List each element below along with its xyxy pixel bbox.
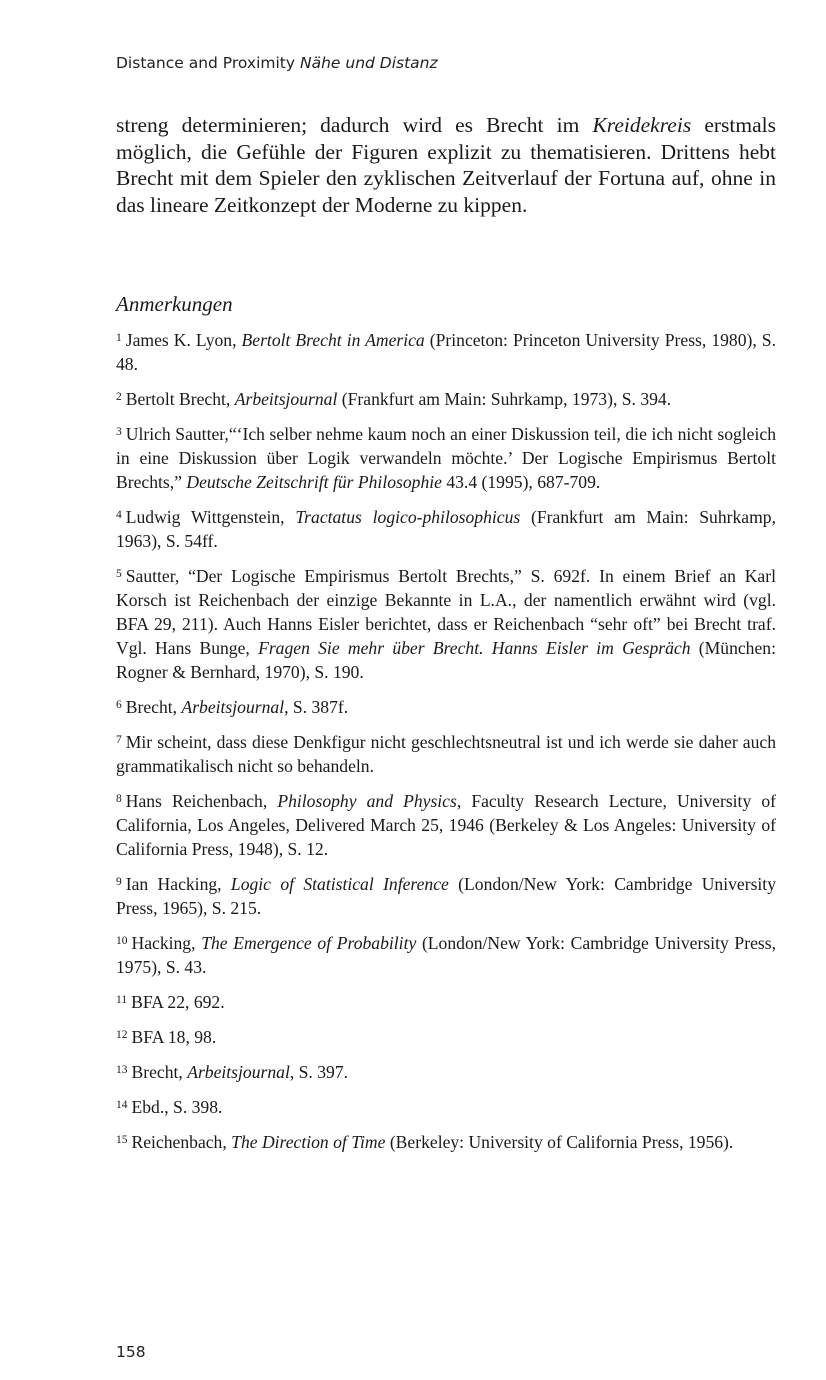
endnote-number: 15 bbox=[116, 1134, 128, 1146]
endnote-number: 4 bbox=[116, 509, 122, 521]
endnote-5 bbox=[116, 564, 776, 684]
endnote-text: Sautter, “Der Logische Empirismus Bertolt Brechts,” S. 692f. In einem Brief an Karl Korsch ist Reichenbach der einzige Bekannte in L.A., der namentlich erwähnt wird (vgl. BFA 29, 211). Auch Hanns Eisler berichtet, dass er Reichenbach “sehr oft” bei Brecht traf. Vgl. Hans Bunge, bbox=[116, 566, 776, 658]
endnote-number: 7 bbox=[116, 734, 122, 746]
endnote-title: Tractatus logico-philosophicus bbox=[295, 507, 521, 527]
endnote-number: 14 bbox=[116, 1099, 128, 1111]
body-text-part-2: erstmals möglich, die Gefühle der Figuren explizit zu thematisieren. Drittens hebt Brecht mit dem Spieler den zyklischen Zeitverlauf der Fortuna auf, ohne in das lineare Zeitkonzept der Moderne zu kippen. bbox=[116, 113, 776, 217]
endnote-number: 2 bbox=[116, 391, 122, 403]
endnote-text-tail: (London/New York: Cambridge University Press, 1975), S. 43. bbox=[116, 933, 776, 977]
endnote-text: Mir scheint, dass diese Denkfigur nicht geschlechtsneutral ist und ich werde sie daher auch grammatikalisch nicht so behandeln. bbox=[116, 732, 776, 776]
endnote-11 bbox=[116, 990, 776, 1014]
endnote-12 bbox=[116, 1025, 776, 1049]
endnote-text: Reichenbach, bbox=[131, 1132, 232, 1152]
endnote-text-tail: , S. 387f. bbox=[284, 697, 349, 717]
endnotes-list bbox=[116, 328, 776, 1165]
endnote-text: Ian Hacking, bbox=[125, 874, 231, 894]
endnote-number: 10 bbox=[116, 935, 128, 947]
endnote-3 bbox=[116, 422, 776, 494]
page-number: 158 bbox=[116, 1343, 146, 1361]
endnote-15 bbox=[116, 1130, 776, 1154]
endnote-number: 13 bbox=[116, 1064, 128, 1076]
endnote-text: Brecht, bbox=[131, 1062, 188, 1082]
body-paragraph bbox=[116, 112, 776, 218]
endnote-text-tail: (London/New York: Cambridge University Press, 1965), S. 215. bbox=[116, 874, 776, 918]
endnote-2 bbox=[116, 387, 776, 411]
endnote-title: Deutsche Zeitschrift für Philosophie bbox=[186, 472, 442, 492]
endnote-text-tail: (München: Rogner & Bernhard, 1970), S. 190. bbox=[116, 638, 776, 682]
endnote-text-tail: (Frankfurt am Main: Suhrkamp, 1963), S. 54ff. bbox=[116, 507, 776, 551]
endnote-8 bbox=[116, 789, 776, 861]
notes-heading: Anmerkungen bbox=[116, 292, 233, 316]
endnote-text-tail: (Berkeley: University of California Press, 1956). bbox=[385, 1132, 734, 1152]
endnote-title: Bertolt Brecht in America bbox=[241, 330, 425, 350]
endnote-text-tail: (Frankfurt am Main: Suhrkamp, 1973), S. 394. bbox=[337, 389, 672, 409]
endnote-title: Logic of Statistical Inference bbox=[230, 874, 449, 894]
endnote-text: James K. Lyon, bbox=[125, 330, 242, 350]
endnote-text: Ulrich Sautter,“‘Ich selber nehme kaum noch an einer Diskussion teil, die ich nicht sogleich in eine Diskussion über Logik verwandeln möchte.’ Der Logische Empirismus Bertolt Brechts,” bbox=[116, 424, 776, 492]
endnote-number: 9 bbox=[116, 876, 122, 888]
endnote-6 bbox=[116, 695, 776, 719]
endnote-text: Hans Reichenbach, bbox=[125, 791, 278, 811]
endnote-title: Fragen Sie mehr über Brecht. Hanns Eisler im Gespräch bbox=[258, 638, 691, 658]
endnote-text-tail: 43.4 (1995), 687-709. bbox=[441, 472, 601, 492]
endnote-number: 11 bbox=[116, 994, 128, 1006]
endnote-number: 8 bbox=[116, 793, 122, 805]
endnote-9 bbox=[116, 872, 776, 920]
endnote-title: Arbeitsjournal bbox=[234, 389, 338, 409]
endnote-number: 1 bbox=[116, 332, 122, 344]
endnote-title: Arbeitsjournal bbox=[181, 697, 285, 717]
body-text-part-1: streng determinieren; dadurch wird es Brecht im bbox=[116, 113, 593, 137]
endnote-title: The Direction of Time bbox=[231, 1132, 386, 1152]
endnote-title: Philosophy and Physics bbox=[277, 791, 457, 811]
header-title: Distance and Proximity bbox=[116, 54, 296, 72]
endnote-7 bbox=[116, 730, 776, 778]
endnote-text-tail: , Faculty Research Lecture, University of California, Los Angeles, Delivered March 25, 1946 (Berkeley & Los Angeles: University of California Press, 1948), S. 12. bbox=[116, 791, 776, 859]
body-text-italic: Kreidekreis bbox=[592, 113, 692, 137]
endnote-text: BFA 18, 98. bbox=[131, 1027, 217, 1047]
endnote-text: BFA 22, 692. bbox=[131, 992, 225, 1012]
endnote-text: Ebd., S. 398. bbox=[131, 1097, 223, 1117]
endnote-text: Ludwig Wittgenstein, bbox=[125, 507, 296, 527]
endnote-13 bbox=[116, 1060, 776, 1084]
endnote-text: Brecht, bbox=[125, 697, 182, 717]
endnote-number: 6 bbox=[116, 699, 122, 711]
endnote-text: Hacking, bbox=[131, 933, 202, 953]
endnote-1 bbox=[116, 328, 776, 376]
endnote-title: Arbeitsjournal bbox=[187, 1062, 290, 1082]
endnote-10 bbox=[116, 931, 776, 979]
endnote-title: The Emergence of Probability bbox=[201, 933, 417, 953]
endnote-number: 5 bbox=[116, 568, 122, 580]
header-title-de: Nähe und Distanz bbox=[299, 54, 438, 72]
endnote-text-tail: , S. 397. bbox=[289, 1062, 349, 1082]
endnote-4 bbox=[116, 505, 776, 553]
endnote-number: 3 bbox=[116, 426, 122, 438]
endnote-14 bbox=[116, 1095, 776, 1119]
endnote-number: 12 bbox=[116, 1029, 128, 1041]
endnote-text-tail: (Princeton: Princeton University Press, 1980), S. 48. bbox=[116, 330, 776, 374]
endnote-text: Bertolt Brecht, bbox=[125, 389, 235, 409]
running-header bbox=[116, 54, 438, 72]
